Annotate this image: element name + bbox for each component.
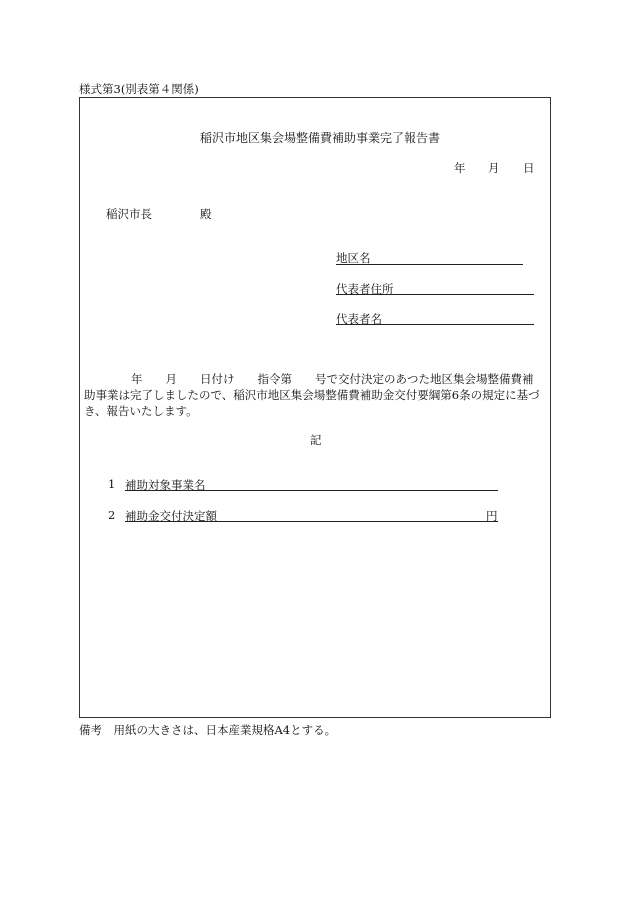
field-label-district: 地区名	[336, 251, 371, 265]
field-line-representative	[336, 324, 534, 325]
item-line	[125, 490, 498, 491]
item-label: 補助対象事業名	[125, 478, 206, 492]
date-year: 年	[454, 161, 466, 175]
body-line-3: き、報告いたします。	[84, 404, 198, 418]
body-line-1: 年 月 日付け 指令第 号で交付決定のあつた地区集会場整備費補	[131, 372, 534, 386]
field-line-address	[336, 294, 534, 295]
date-day: 日	[523, 161, 535, 175]
item-label: 補助金交付決定額	[125, 509, 217, 523]
item-number: 2	[108, 508, 116, 522]
footnote: 備考 用紙の大きさは、日本産業規格A4とする。	[79, 723, 337, 737]
field-line-district	[336, 264, 523, 265]
form-title: 稲沢市地区集会場整備費補助事業完了報告書	[200, 131, 441, 145]
item-line	[125, 521, 498, 522]
item-yen-suffix: 円	[486, 509, 498, 523]
item-number: 1	[108, 477, 116, 491]
addressee-name: 稲沢市長	[106, 207, 152, 221]
date-month: 月	[488, 161, 500, 175]
field-label-address: 代表者住所	[336, 282, 394, 296]
ki-label: 記	[310, 433, 322, 447]
form-number: 様式第3(別表第４関係)	[79, 82, 199, 96]
body-line-2: 助事業は完了しましたので、稲沢市地区集会場整備費補助金交付要綱第6条の規定に基づ	[84, 388, 540, 402]
addressee-honorific: 殿	[200, 207, 212, 221]
field-label-representative: 代表者名	[336, 312, 382, 326]
